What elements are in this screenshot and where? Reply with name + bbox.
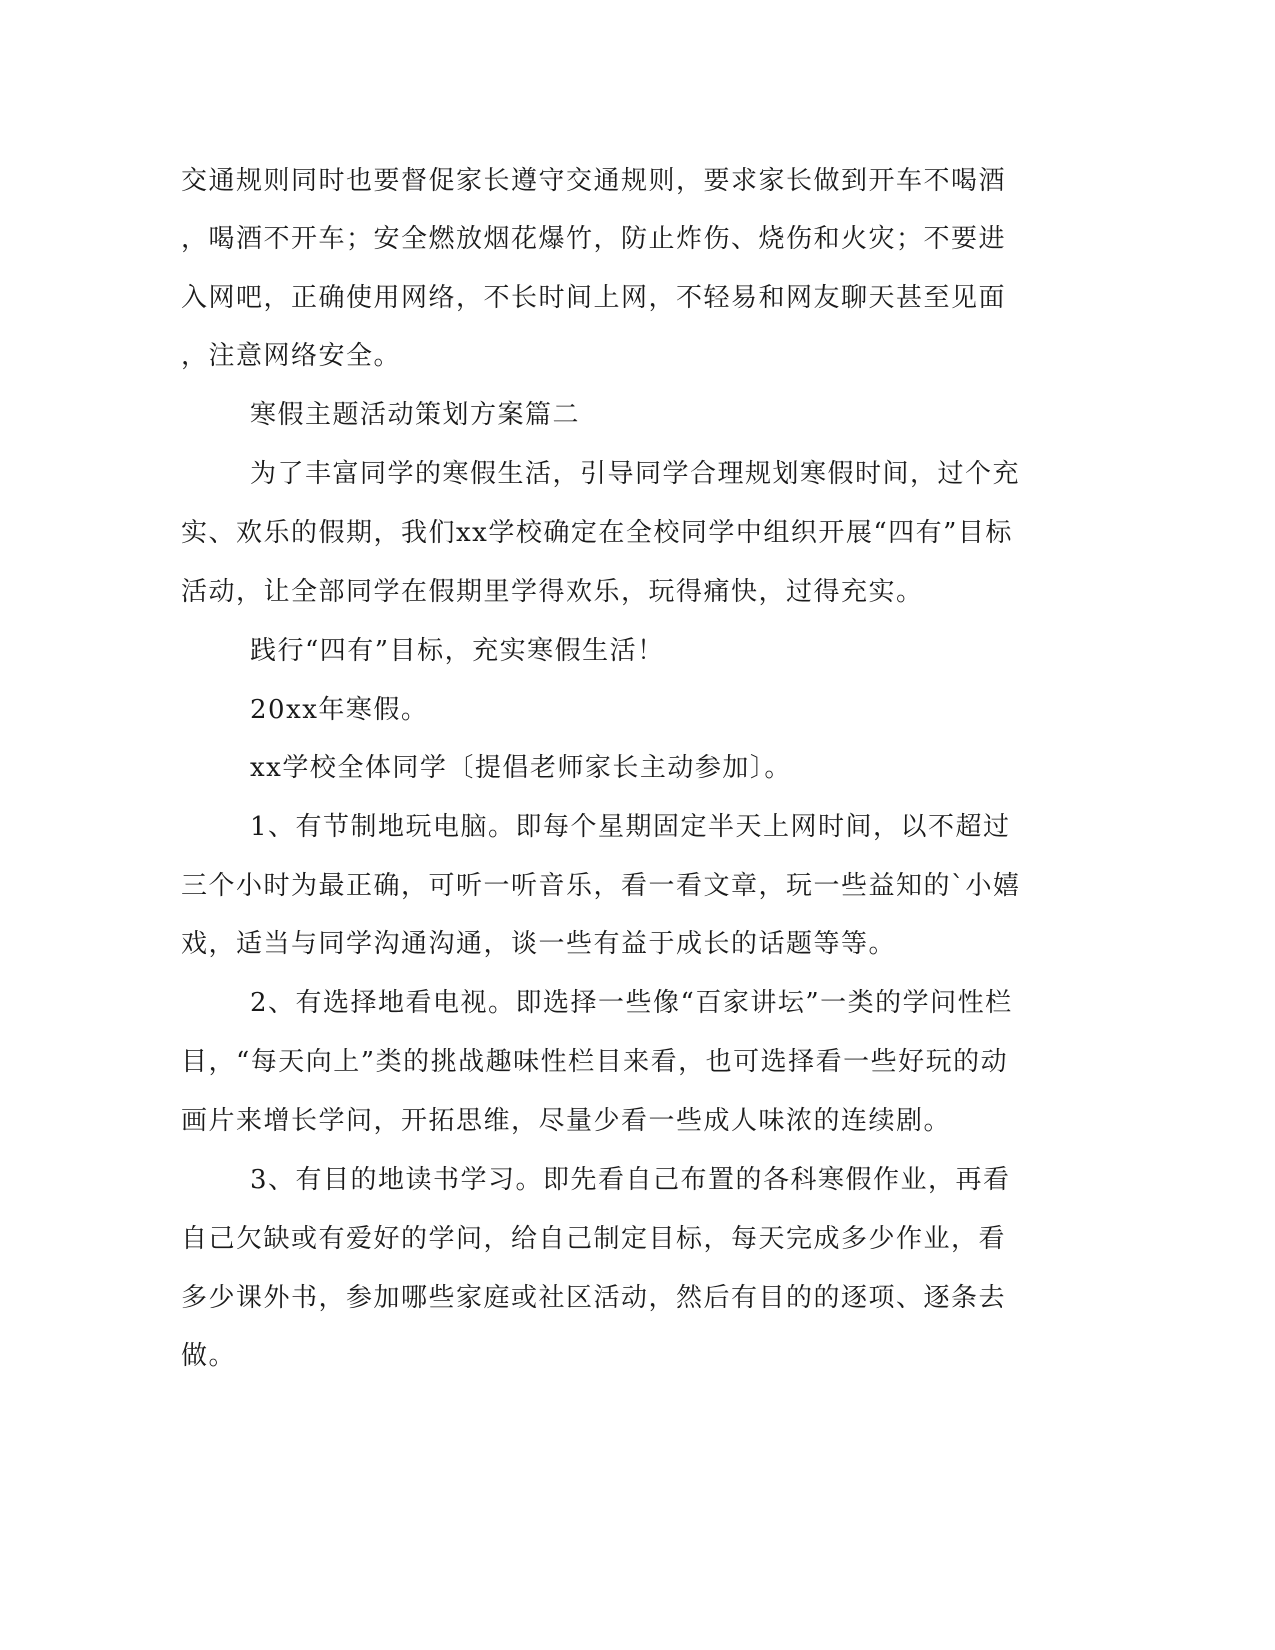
text-line: 三个小时为最正确，可听一听音乐，看一看文章，玩一些益知的`小嬉 [181,871,1021,901]
text-line: 1、有节制地玩电脑。即每个星期固定半天上网时间，以不超过 [250,812,1011,842]
text-line: 戏，适当与同学沟通沟通，谈一些有益于成长的话题等等。 [181,929,897,959]
text-line: 自己欠缺或有爱好的学问，给自己制定目标，每天完成多少作业，看 [181,1224,1007,1254]
text-line: 目，“每天向上”类的挑战趣味性栏目来看，也可选择看一些好玩的动 [181,1047,1009,1077]
text-line: 2、有选择地看电视。即选择一些像“百家讲坛”一类的学问性栏 [250,988,1013,1018]
text-line: 入网吧，正确使用网络，不长时间上网，不轻易和网友聊天甚至见面 [181,283,1007,313]
text-line: 实、欢乐的假期，我们xx学校确定在全校同学中组织开展“四有”目标 [181,518,1013,548]
section-heading: 寒假主题活动策划方案篇二 [250,400,581,430]
text-line: ，注意网络安全。 [181,341,402,371]
text-line: 交通规则同时也要督促家长遵守交通规则，要求家长做到开车不喝酒 [181,166,1007,196]
text-line: ，喝酒不开车；安全燃放烟花爆竹，防止炸伤、烧伤和火灾；不要进 [181,224,1007,254]
text-line: 20xx年寒假。 [250,695,429,725]
text-line: 践行“四有”目标，充实寒假生活！ [250,636,665,666]
text-line: 多少课外书，参加哪些家庭或社区活动，然后有目的的逐项、逐条去 [181,1283,1007,1313]
text-line: 3、有目的地读书学习。即先看自己布置的各科寒假作业，再看 [250,1165,1011,1195]
text-line: 做。 [181,1341,237,1371]
text-line: xx学校全体同学〔提倡老师家长主动参加〕。 [250,753,792,783]
text-line: 画片来增长学问，开拓思维，尽量少看一些成人味浓的连续剧。 [181,1106,952,1136]
text-line: 为了丰富同学的寒假生活，引导同学合理规划寒假时间，过个充 [250,459,1021,489]
text-line: 活动，让全部同学在假期里学得欢乐，玩得痛快，过得充实。 [181,577,924,607]
